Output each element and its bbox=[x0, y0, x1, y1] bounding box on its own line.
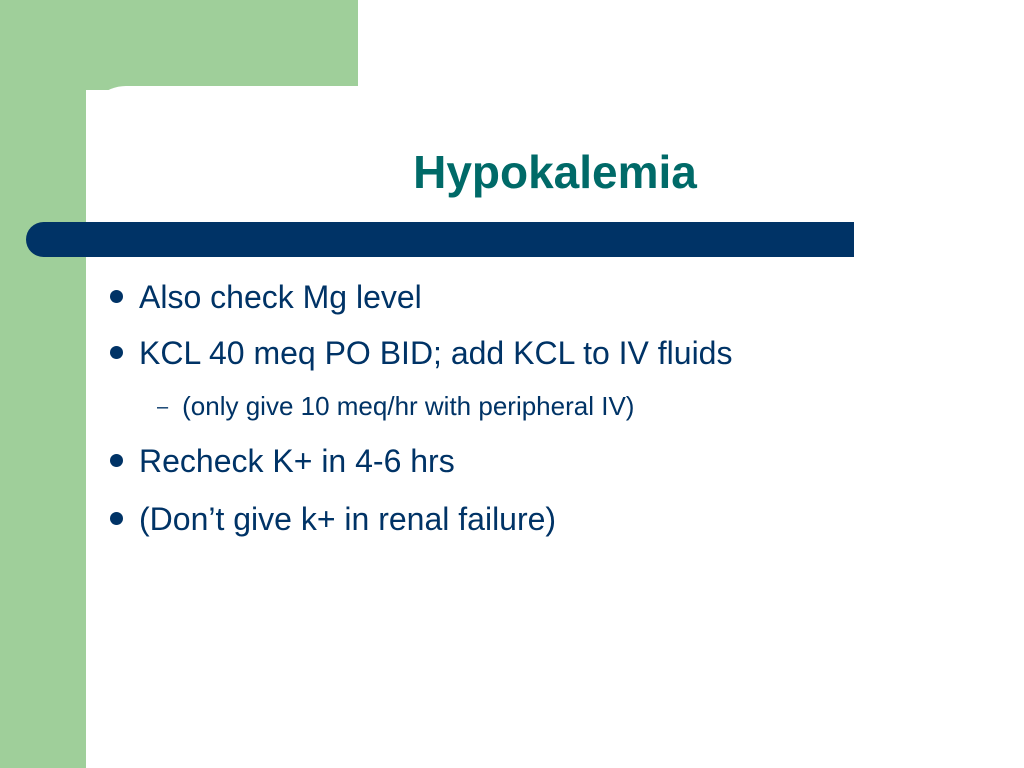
bullet-dot-icon bbox=[110, 512, 123, 525]
bullet-item bbox=[110, 499, 556, 539]
sub-bullet-item bbox=[157, 389, 634, 426]
slide-title: Hypokalemia bbox=[413, 146, 697, 198]
bullet-dot-icon bbox=[110, 346, 123, 359]
dash-icon: – bbox=[157, 396, 169, 418]
bullet-text: Recheck K+ in 4-6 hrs bbox=[139, 443, 455, 479]
sub-bullet-text: (only give 10 meq/hr with peripheral IV) bbox=[182, 391, 635, 421]
bullet-item bbox=[110, 333, 732, 373]
bullet-dot-icon bbox=[110, 454, 123, 467]
green-side-band bbox=[0, 0, 86, 768]
green-top-block bbox=[0, 0, 358, 90]
bullet-item bbox=[110, 441, 455, 481]
bullet-text: KCL 40 meq PO BID; add KCL to IV fluids bbox=[139, 335, 733, 371]
bullet-text: (Don’t give k+ in renal failure) bbox=[139, 501, 557, 537]
bullet-dot-icon bbox=[110, 290, 123, 303]
bullet-text: Also check Mg level bbox=[139, 279, 422, 315]
bullet-item bbox=[110, 277, 422, 317]
title-underline-bar bbox=[26, 222, 854, 257]
content-panel-edge bbox=[126, 86, 358, 96]
